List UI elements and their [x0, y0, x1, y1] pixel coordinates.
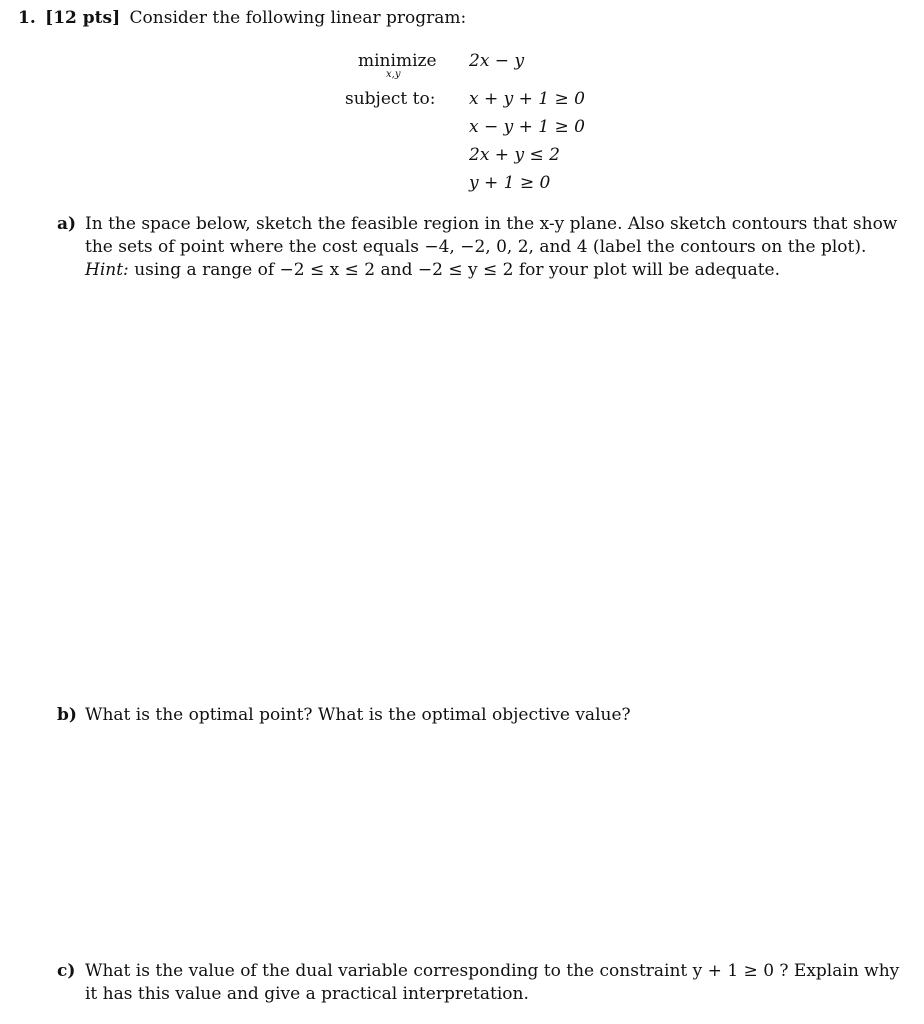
- part-a-hint-text: using a range of −2 ≤ x ≤ 2 and −2 ≤ y ≤ 2 for your plot will be adequate.: [134, 260, 781, 280]
- minimize-subscript: x,y: [386, 69, 401, 80]
- part-b-text: What is the optimal point? What is the optimal objective value?: [85, 705, 631, 725]
- part-a-line2: the sets of point where the cost equals −4, −2, 0, 2, and 4 (label the contours on the plot).: [85, 237, 867, 257]
- part-a-label: a): [57, 214, 77, 234]
- part-b: [57, 704, 897, 727]
- part-c-line1: What is the value of the dual variable corresponding to the constraint y + 1 ≥ 0 ? Explain why: [85, 961, 900, 981]
- minimize-label: minimize: [358, 51, 437, 71]
- part-b-label: b): [57, 705, 77, 725]
- part-a: [57, 213, 897, 282]
- problem-points: [12 pts]: [45, 8, 121, 28]
- constraint-4: y + 1 ≥ 0: [469, 173, 551, 193]
- objective-expression: 2x − y: [469, 51, 525, 71]
- subject-to-label: subject to:: [345, 89, 436, 109]
- constraint-2: x − y + 1 ≥ 0: [469, 117, 585, 137]
- problem-intro: Consider the following linear program:: [129, 8, 467, 28]
- problem-number: 1.: [18, 8, 36, 28]
- part-c-label: c): [57, 961, 76, 981]
- part-a-line1: In the space below, sketch the feasible region in the x-y plane. Also sketch contours that show: [85, 214, 898, 234]
- part-c-line2: it has this value and give a practical interpretation.: [85, 984, 529, 1004]
- problem-header: [18, 8, 466, 28]
- constraint-1: x + y + 1 ≥ 0: [469, 89, 585, 109]
- constraint-3: 2x + y ≤ 2: [469, 145, 560, 165]
- part-c: [57, 960, 900, 1006]
- part-a-hint-label: Hint:: [85, 260, 129, 280]
